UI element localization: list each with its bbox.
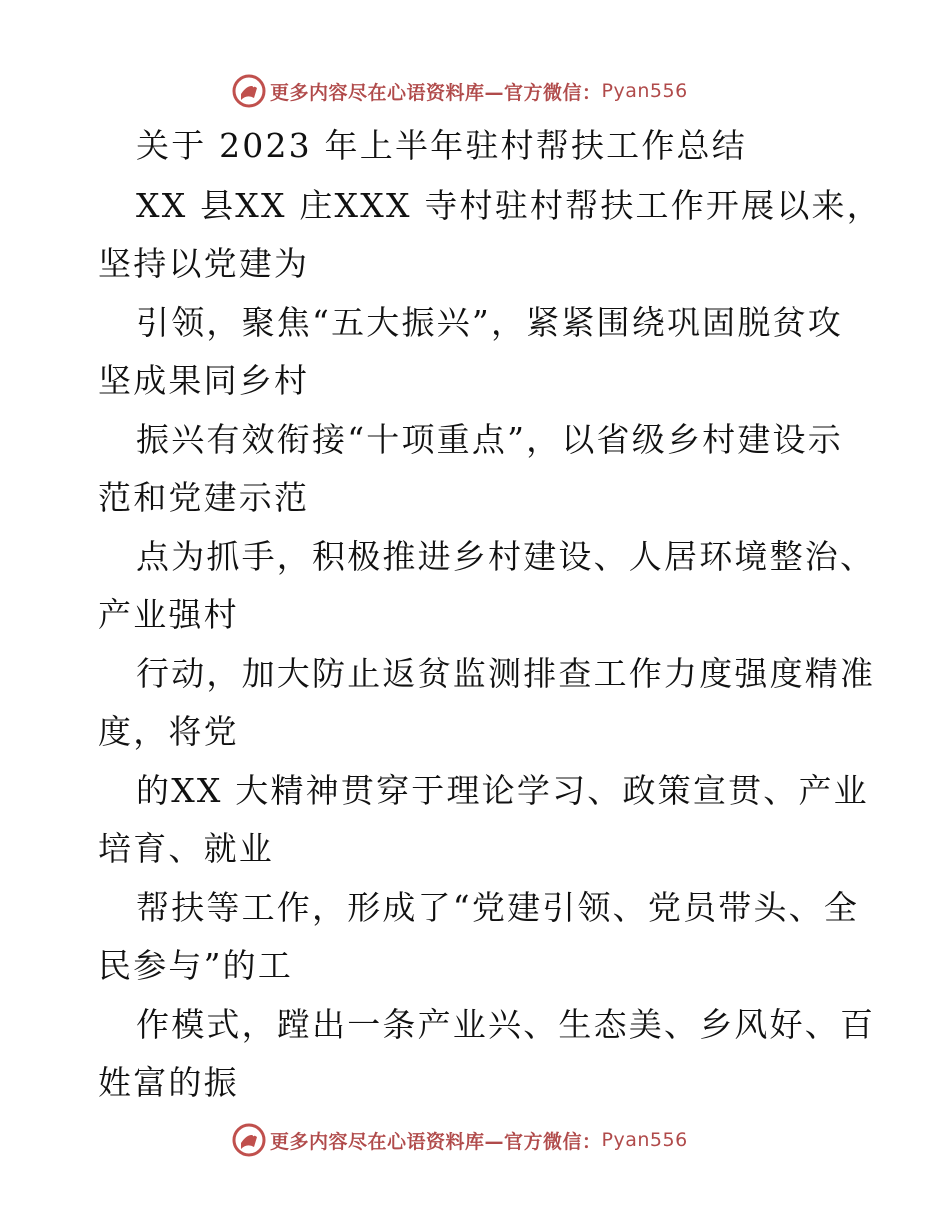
red-book-seal-icon bbox=[232, 1123, 266, 1157]
paragraph-line: 范和党建示范 bbox=[98, 478, 310, 517]
paragraph-line: 坚持以党建为 bbox=[98, 244, 310, 283]
watermark-text: 更多内容尽在心语资料库—官方微信： bbox=[270, 1130, 602, 1153]
paragraph-line: 帮扶等工作，形成了“党建引领、党员带头、全 bbox=[136, 888, 860, 927]
paragraph-line: 点为抓手，积极推进乡村建设、人居环境整治、 bbox=[136, 537, 876, 576]
paragraph-line: 度，将党 bbox=[98, 712, 239, 751]
paragraph-line: 振兴有效衔接“十项重点”，以省级乡村建设示 bbox=[136, 420, 843, 459]
paragraph-line: 产业强村 bbox=[98, 595, 239, 634]
red-book-seal-icon bbox=[232, 74, 266, 108]
watermark-banner-top bbox=[232, 73, 688, 109]
paragraph-line: 民参与”的工 bbox=[98, 946, 294, 985]
watermark-contact: Pyan556 bbox=[601, 80, 688, 102]
paragraph-line: 引领，聚焦“五大振兴”，紧紧围绕巩固脱贫攻 bbox=[136, 303, 843, 342]
paragraph-line: XX 县XX 庄XXX 寺村驻村帮扶工作开展以来， bbox=[136, 186, 882, 225]
paragraph-line: 行动，加大防止返贫监测排查工作力度强度精准 bbox=[136, 654, 876, 693]
paragraph-line: 姓富的振 bbox=[98, 1063, 239, 1102]
document-title: 关于 2023 年上半年驻村帮扶工作总结 bbox=[136, 126, 747, 165]
paragraph-line: 坚成果同乡村 bbox=[98, 361, 310, 400]
watermark-contact: Pyan556 bbox=[601, 1129, 688, 1151]
paragraph-line: 培育、就业 bbox=[98, 829, 274, 868]
paragraph-line: 的XX 大精神贯穿于理论学习、政策宣贯、产业 bbox=[136, 771, 869, 810]
watermark-text: 更多内容尽在心语资料库—官方微信： bbox=[270, 81, 602, 104]
paragraph-line: 作模式，蹚出一条产业兴、生态美、乡风好、百 bbox=[136, 1005, 876, 1044]
watermark-banner-bottom bbox=[232, 1122, 688, 1158]
